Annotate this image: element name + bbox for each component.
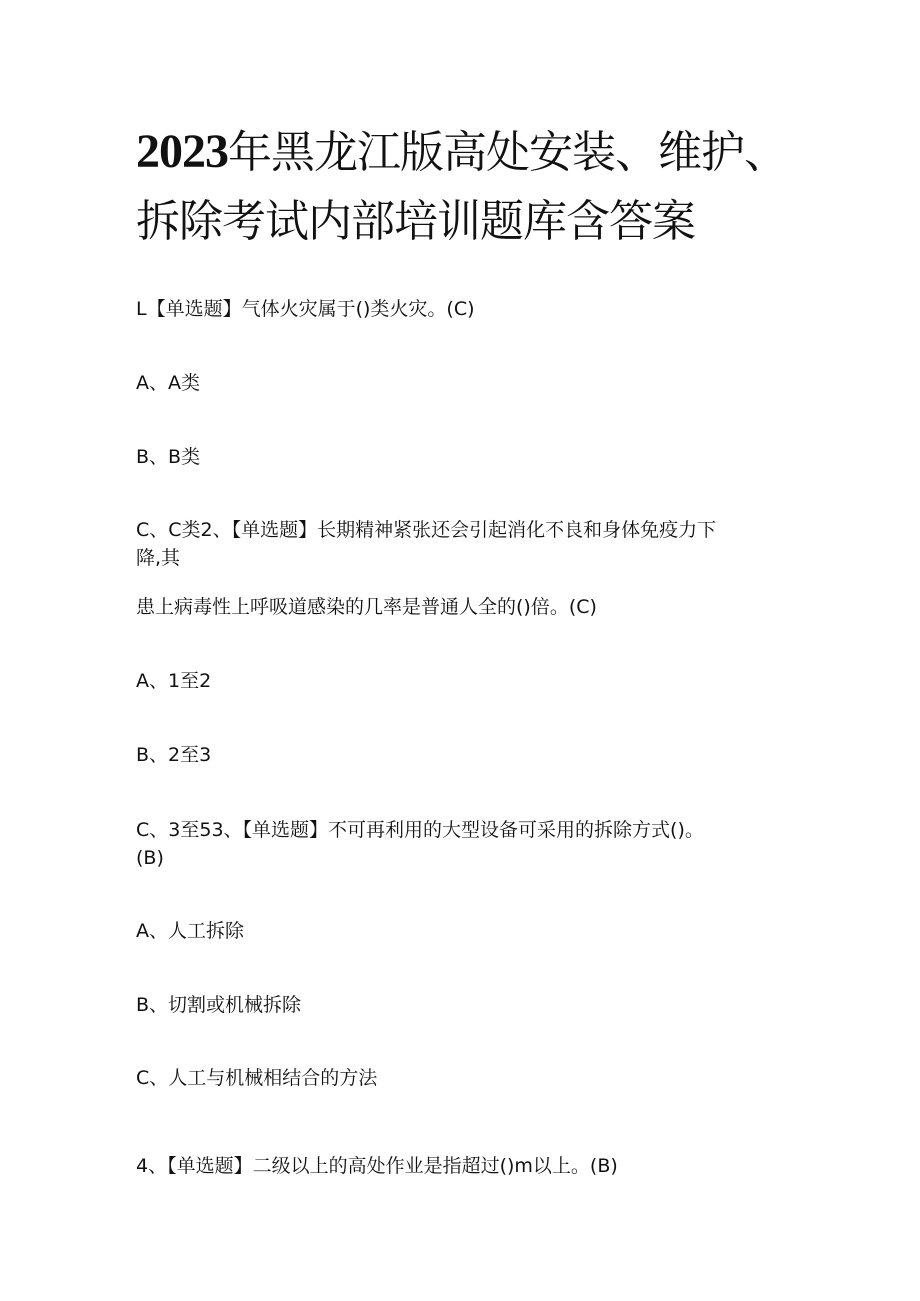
- question-1: L【单选题】气体火灾属于()类火灾。(C): [136, 298, 475, 320]
- question-3-answer: (B): [136, 847, 164, 869]
- question-2-cont: 降,其: [136, 547, 181, 569]
- option-2c-question-3: C、3至53、【单选题】不可再利用的大型设备可采用的拆除方式()。: [136, 819, 704, 841]
- title-year: 2023: [136, 125, 228, 178]
- option-2b: B、2至3: [136, 744, 212, 766]
- question-2-line-2: 患上病毒性上呼吸道感染的几率是普通人全的()倍。(C): [136, 596, 597, 618]
- option-1c-question-2: C、C类2、【单选题】长期精神紧张还会引起消化不良和身体免疫力下: [136, 519, 717, 541]
- option-3a: A、人工拆除: [136, 920, 244, 942]
- document-title-line-1: [136, 125, 836, 178]
- document-title-line-2: 拆除考试内部培训题库含答案: [136, 196, 695, 247]
- option-3b: B、切割或机械拆除: [136, 994, 302, 1016]
- option-2a: A、1至2: [136, 670, 212, 692]
- question-4: 4、【单选题】二级以上的高处作业是指超过()m以上。(B): [136, 1155, 618, 1177]
- option-1a: A、A类: [136, 372, 200, 394]
- option-1b: B、B类: [136, 446, 201, 468]
- title-text-1: 年黑龙江版高处安装、维护、: [228, 127, 787, 178]
- option-3c: C、人工与机械相结合的方法: [136, 1067, 378, 1089]
